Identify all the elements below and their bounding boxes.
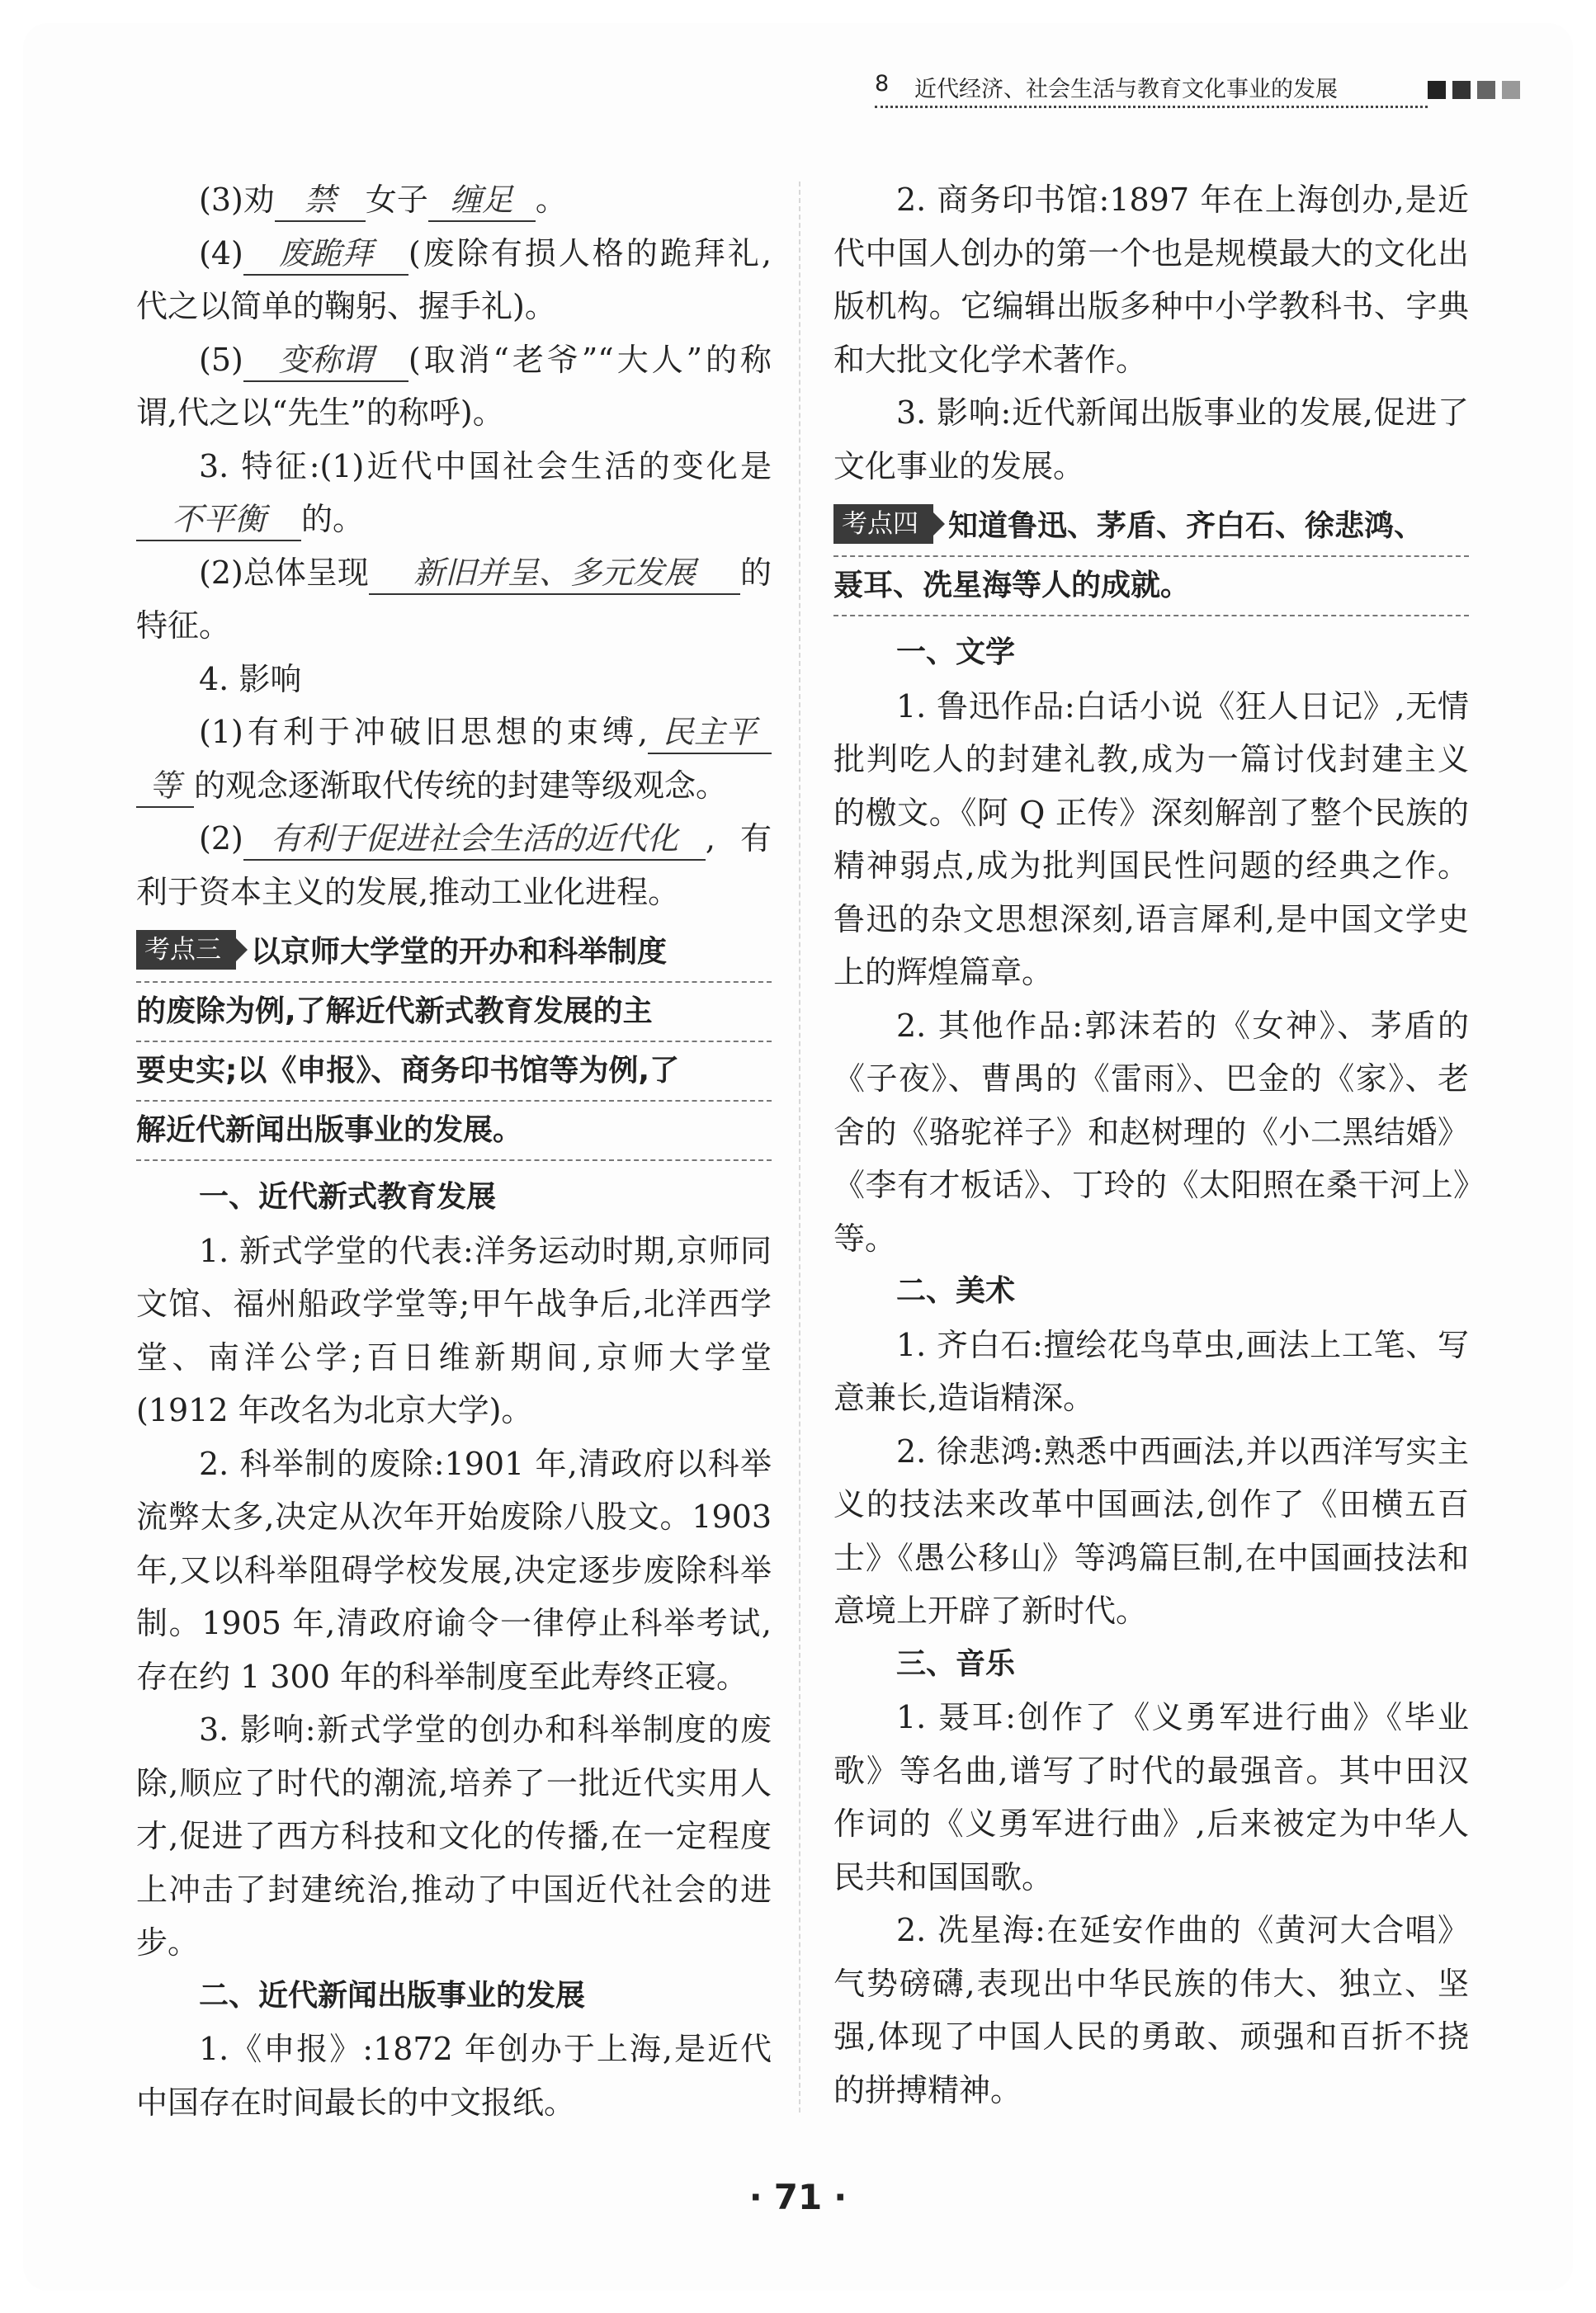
text: (4) — [199, 234, 243, 271]
paragraph: 1.《申报》:1872 年创办于上海,是近代中国存在时间最长的中文报纸。 — [136, 2031, 772, 2121]
section-heading: 二、美术 — [896, 1274, 1016, 1308]
page-number-dot: · — [748, 2177, 763, 2217]
paragraph — [136, 546, 772, 653]
header-rule — [875, 106, 1428, 108]
paragraph: 1. 鲁迅作品:白话小说《狂人日记》,无情批判吃人的封建礼教,成为一篇讨伐封建主义的檄文。《阿 Q 正传》深刻解剖了整个民族的精神弱点,成为批判国民性问题的经典之作。鲁迅的杂文思想深刻,语言犀利,是中国文学史上的辉煌篇章。 — [833, 687, 1469, 990]
paragraph: 2. 商务印书馆:1897 年在上海创办,是近代中国人创办的第一个也是规模最大的文化出版机构。它编辑出版多种中小学教科书、字典和大批文化学术著作。 — [833, 182, 1469, 378]
answer-blank: 等 — [136, 765, 194, 808]
paragraph: 3. 影响:近代新闻出版事业的发展,促进了文化事业的发展。 — [833, 394, 1469, 484]
answer-blank: 新旧并呈、多元发展 — [369, 552, 740, 595]
answer-blank: 变称谓 — [243, 339, 408, 382]
page-number — [0, 2177, 1596, 2217]
answer-blank: 不平衡 — [136, 498, 301, 541]
text: ,有利于资本主义的发展,推动工业化进程。 — [136, 820, 772, 910]
answer-blank: 民主平 — [648, 711, 772, 754]
paragraph — [136, 227, 772, 333]
text: (3)劝 — [199, 182, 275, 218]
key-point-line: 解近代新闻出版事业的发展。 — [136, 1102, 772, 1161]
text: 。 — [535, 182, 567, 218]
paragraph: 1. 齐白石:擅绘花鸟草虫,画法上工笔、写意兼长,造诣精深。 — [833, 1326, 1469, 1416]
paragraph — [136, 440, 772, 546]
section-heading: 三、音乐 — [896, 1646, 1016, 1681]
key-point-text: 知道鲁迅、茅盾、齐白石、徐悲鸿、 — [948, 509, 1424, 543]
paragraph: 3. 影响:新式学堂的创办和科举制度的废除,顺应了时代的潮流,培养了一批近代实用人才,促进了西方科技和文化的传播,在一定程度上冲击了封建统治,推动了中国近代社会的进步。 — [136, 1711, 772, 1961]
key-point-4 — [833, 498, 1469, 616]
text: (1)有利于冲破旧思想的束缚, — [199, 714, 648, 750]
paragraph: 1. 聂耳:创作了《义勇军进行曲》《毕业歌》等名曲,谱写了时代的最强音。其中田汉作词的《义勇军进行曲》,后来被定为中华人民共和国国歌。 — [833, 1699, 1469, 1895]
key-point-text: 以京师大学堂的开办和科举制度 — [251, 935, 668, 969]
text: 女子 — [365, 182, 428, 218]
key-point-tag: 考点四 — [833, 504, 933, 544]
paragraph: 2. 冼星海:在延安作曲的《黄河大合唱》气势磅礴,表现出中华民族的伟大、独立、坚强,体现了中国人民的勇敢、顽强和百折不挠的拼搏精神。 — [833, 1912, 1469, 2108]
answer-blank: 禁 — [275, 179, 366, 222]
paragraph: 4. 影响 — [199, 660, 302, 697]
key-point-line: 的废除为例,了解近代新式教育发展的主 — [136, 983, 772, 1042]
key-point-line — [833, 498, 1469, 557]
paragraph — [136, 333, 772, 440]
chapter-number: 8 — [875, 71, 890, 97]
answer-blank: 有利于促进社会生活的近代化 — [243, 818, 706, 861]
text: 的特征。 — [136, 554, 772, 644]
header-square — [1477, 81, 1495, 99]
paragraph: 2. 徐悲鸿:熟悉中西画法,并以西洋写实主义的技法来改革中国画法,创作了《田横五百士》《愚公移山》等鸿篇巨制,在中国画技法和意境上开辟了新时代。 — [833, 1433, 1469, 1629]
key-point-line — [136, 923, 772, 983]
running-header — [875, 71, 1543, 104]
header-square — [1428, 81, 1446, 99]
paragraph: 1. 新式学堂的代表:洋务运动时期,京师同文馆、福州船政学堂等;甲午战争后,北洋西学堂、南洋公学;百日维新期间,京师大学堂(1912 年改名为北京大学)。 — [136, 1232, 772, 1428]
paragraph — [136, 812, 772, 918]
key-point-line: 聂耳、冼星海等人的成就。 — [833, 557, 1469, 616]
column-divider — [799, 182, 800, 2112]
text: 3. 特征:(1)近代中国社会生活的变化是 — [199, 447, 772, 484]
left-column — [136, 173, 772, 2129]
paragraph — [136, 706, 772, 812]
answer-blank: 缠足 — [428, 179, 536, 222]
text: 的观念逐渐取代传统的封建等级观念。 — [194, 767, 728, 804]
text: (2) — [199, 820, 243, 857]
section-heading: 一、文学 — [896, 635, 1016, 669]
header-decoration — [1428, 79, 1527, 105]
text: (5) — [199, 341, 243, 378]
section-heading: 二、近代新闻出版事业的发展 — [199, 1978, 586, 2013]
key-point-line: 要史实;以《申报》、商务印书馆等为例,了 — [136, 1042, 772, 1102]
chapter-title: 近代经济、社会生活与教育文化事业的发展 — [914, 77, 1338, 102]
paragraph — [136, 173, 772, 227]
right-column — [833, 173, 1469, 2117]
paragraph: 2. 科举制的废除:1901 年,清政府以科举流弊太多,决定从次年开始废除八股文。1903 年,又以科举阻碍学校发展,决定逐步废除科举制。1905 年,清政府谕令一律停止科举考试,存在约 1 300 年的科举制度至此寿终正寝。 — [136, 1445, 772, 1695]
paragraph: 2. 其他作品:郭沫若的《女神》、茅盾的《子夜》、曹禺的《雷雨》、巴金的《家》、老舍的《骆驼祥子》和赵树理的《小二黑结婚》《李有才板话》、丁玲的《太阳照在桑干河上》等。 — [833, 1007, 1469, 1257]
answer-blank: 废跪拜 — [243, 233, 408, 276]
page-number-dot: · — [833, 2177, 848, 2217]
text: (废除有损人格的跪拜礼,代之以简单的鞠躬、握手礼)。 — [136, 234, 772, 324]
header-square — [1502, 81, 1520, 99]
header-square — [1452, 81, 1471, 99]
key-point-3 — [136, 923, 772, 1161]
text: (2)总体呈现 — [199, 554, 369, 591]
section-heading: 一、近代新式教育发展 — [199, 1180, 497, 1214]
page-number-value: 71 — [773, 2177, 823, 2217]
key-point-tag: 考点三 — [136, 930, 236, 970]
text: 的。 — [301, 501, 365, 537]
text: (取消“老爷”“大人”的称谓,代之以“先生”的称呼)。 — [136, 341, 772, 431]
